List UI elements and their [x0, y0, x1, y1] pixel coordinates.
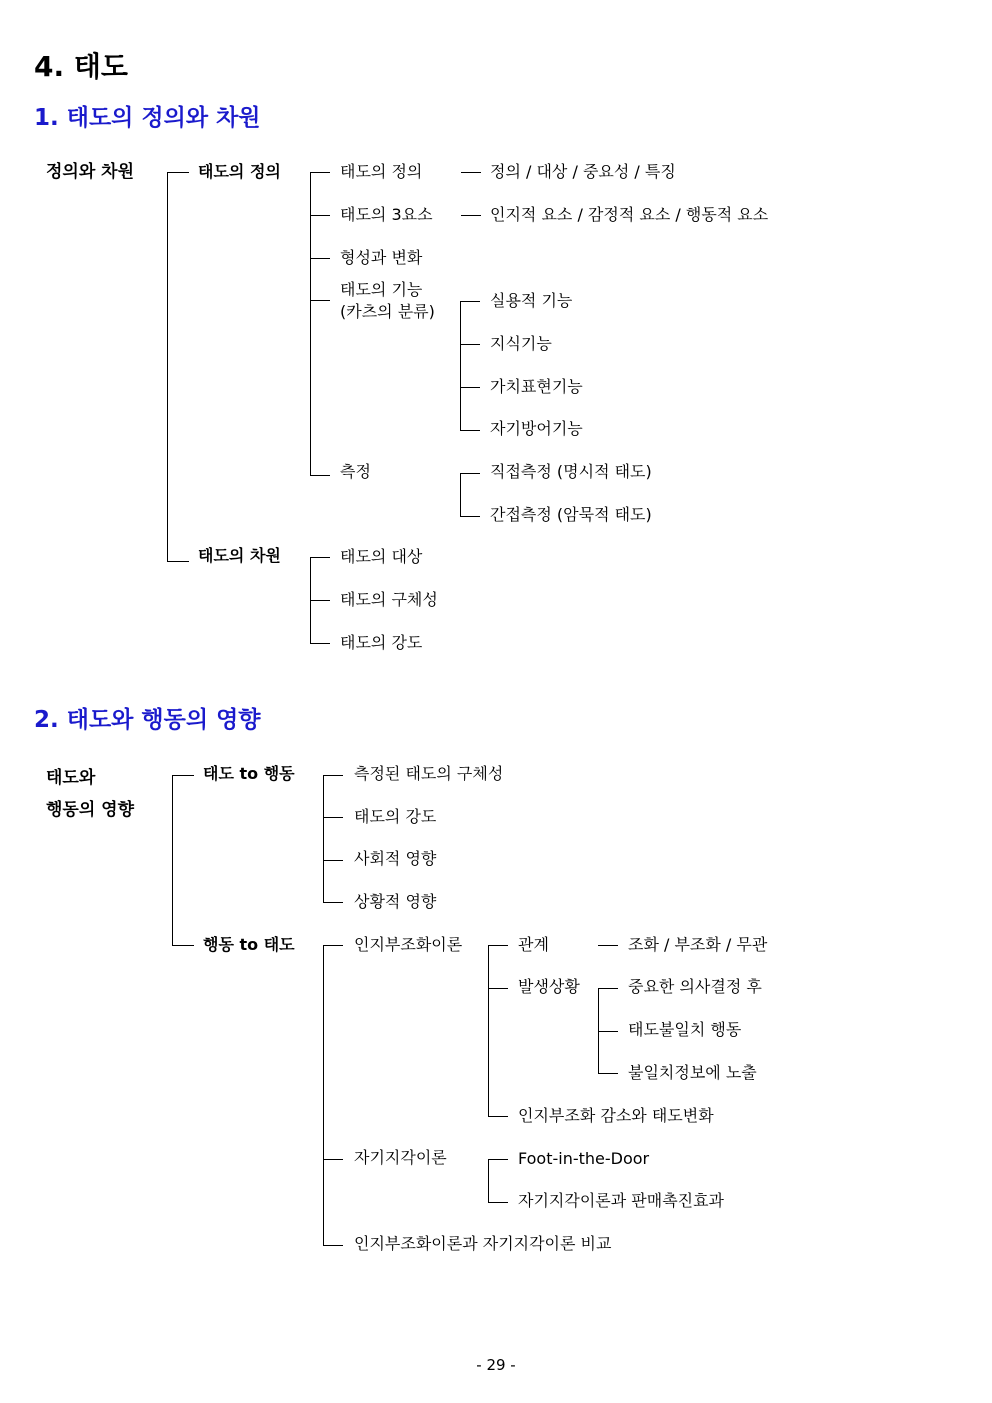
connector-line [460, 301, 461, 431]
connector-line [310, 215, 330, 216]
node-function-item: 자기방어기능 [490, 419, 583, 438]
node-cognitive-dissonance: 인지부조화이론 [354, 935, 463, 954]
connector-line [488, 1116, 508, 1117]
connector-line [488, 945, 508, 946]
node-relation: 관계 [518, 935, 549, 954]
connector-line [460, 473, 480, 474]
connector-line [460, 344, 480, 345]
node-self-perception: 자기지각이론 [354, 1148, 447, 1167]
node-definition-detail: 정의 / 대상 / 중요성 / 특징 [490, 162, 676, 181]
connector-line [167, 172, 168, 562]
connector-line [167, 172, 189, 173]
node-factor-item: 사회적 영향 [354, 849, 437, 868]
connector-line [461, 172, 481, 173]
connector-line [167, 561, 189, 562]
connector-line [310, 557, 330, 558]
connector-line [310, 643, 330, 644]
tree-root-label-line2: 행동의 영향 [46, 800, 135, 820]
node-function-item: 지식기능 [490, 334, 552, 353]
node-dimension-item: 태도의 강도 [340, 633, 423, 652]
node-attitude-to-behavior: 태도 to 행동 [203, 764, 295, 783]
connector-line [323, 775, 343, 776]
connector-line [172, 775, 173, 946]
connector-line [488, 1159, 489, 1202]
connector-line [598, 1031, 618, 1032]
node-function-line2: (카츠의 분류) [340, 302, 435, 321]
node-occurrence-item: 중요한 의사결정 후 [628, 977, 762, 996]
connector-line [598, 988, 618, 989]
node-attitude-dimension: 태도의 차원 [198, 546, 281, 565]
connector-line [172, 775, 194, 776]
connector-line [323, 902, 343, 903]
connector-line [323, 1245, 343, 1246]
node-theory-comparison: 인지부조화이론과 자기지각이론 비교 [354, 1234, 612, 1253]
node-dissonance-reduction: 인지부조화 감소와 태도변화 [518, 1106, 714, 1125]
node-attitude-definition: 태도의 정의 [198, 162, 281, 181]
connector-line [323, 860, 343, 861]
connector-line [310, 172, 330, 173]
node-factor-item: 태도의 강도 [354, 807, 437, 826]
node-occurrence-item: 태도불일치 행동 [628, 1020, 742, 1039]
connector-line [310, 258, 330, 259]
connector-line [323, 1159, 343, 1160]
connector-line [488, 1202, 508, 1203]
connector-line [323, 945, 343, 946]
connector-line [310, 600, 330, 601]
node-self-perception-item: Foot-in-the-Door [518, 1149, 650, 1168]
page-title: 4. 태도 [34, 50, 128, 83]
node-behavior-to-attitude: 행동 to 태도 [203, 935, 295, 954]
node-self-perception-item: 자기지각이론과 판매촉진효과 [518, 1191, 725, 1210]
connector-line [323, 775, 324, 903]
node-three-components-detail: 인지적 요소 / 감정적 요소 / 행동적 요소 [490, 205, 769, 224]
connector-line [460, 301, 480, 302]
node-factor-item: 측정된 태도의 구체성 [354, 764, 504, 783]
connector-line [488, 1159, 508, 1160]
connector-line [488, 988, 508, 989]
connector-line [598, 1073, 618, 1074]
node-relation-detail: 조화 / 부조화 / 무관 [628, 935, 768, 954]
connector-line [310, 300, 330, 301]
connector-line [460, 430, 480, 431]
node-measure-item: 간접측정 (암묵적 태도) [490, 505, 652, 524]
tree-root-label-line1: 태도와 [46, 768, 96, 788]
node-definition: 태도의 정의 [340, 162, 423, 181]
connector-line [461, 215, 481, 216]
node-function-line1: 태도의 기능 [340, 280, 423, 299]
node-three-components: 태도의 3요소 [340, 205, 433, 224]
connector-line [323, 945, 324, 1246]
connector-line [310, 475, 330, 476]
page-number: - 29 - [476, 1356, 516, 1374]
connector-line [598, 945, 618, 946]
connector-line [323, 817, 343, 818]
node-function-item: 가치표현기능 [490, 377, 583, 396]
node-factor-item: 상황적 영향 [354, 892, 437, 911]
node-measure-item: 직접측정 (명시적 태도) [490, 462, 652, 481]
node-formation-change: 형성과 변화 [340, 248, 423, 267]
tree-root-label: 정의와 차원 [46, 162, 135, 182]
connector-line [460, 473, 461, 516]
connector-line [460, 387, 480, 388]
section-heading-1: 1. 태도의 정의와 차원 [34, 105, 261, 131]
connector-line [172, 945, 194, 946]
connector-line [488, 945, 489, 1117]
node-occurrence-item: 불일치정보에 노출 [628, 1063, 757, 1082]
node-dimension-item: 태도의 대상 [340, 547, 423, 566]
section-heading-2: 2. 태도와 행동의 영향 [34, 707, 261, 733]
node-measurement: 측정 [340, 462, 371, 481]
node-occurrence: 발생상황 [518, 977, 580, 996]
connector-line [460, 516, 480, 517]
node-function-item: 실용적 기능 [490, 291, 573, 310]
connector-line [310, 172, 311, 476]
node-dimension-item: 태도의 구체성 [340, 590, 438, 609]
